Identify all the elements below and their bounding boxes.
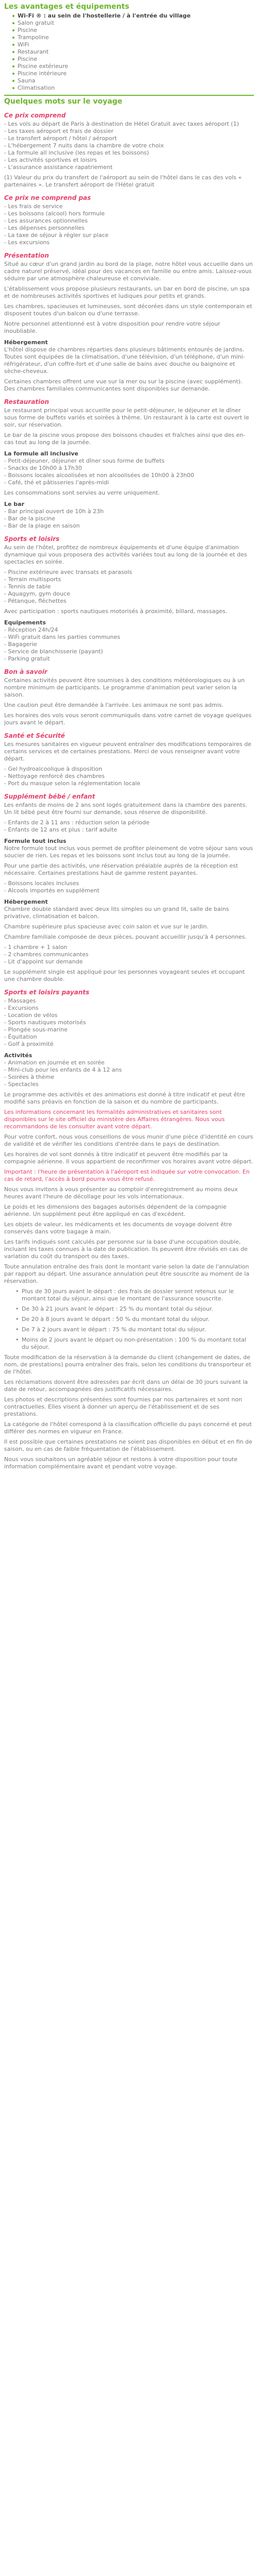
amenity-item: Climatisation: [12, 84, 254, 92]
line-group: [4, 569, 254, 605]
line-item: - Tennis de table: [4, 583, 51, 590]
amenity-item: Sauna: [12, 77, 254, 84]
avantages-title: Les avantages et équipements: [4, 3, 130, 11]
paragraph: Les consommations sont servies au verre uniquement.: [4, 489, 160, 496]
line-item: - La taxe de séjour à régler sur place: [4, 232, 109, 239]
paragraph: Nous vous invitons à vous présenter au comptoir d'enregistrement au moins deux heures avant l'heure de décollage pour les vols internationaux.: [4, 1186, 238, 1200]
amenity-item: Salon gratuit: [12, 20, 254, 27]
paragraph: Les mesures sanitaires en vigueur peuvent entraîner des modifications temporaires de certains services et de certaines prestations. Merci de vous renseigner avant votre départ.: [4, 741, 252, 762]
line-item: - Boissons locales incluses: [4, 880, 79, 887]
paragraph: Le programme des activités et des animations est donné à titre indicatif et peut être modifié sans préavis en fonction de la saison et du nombre de participants.: [4, 1091, 245, 1105]
line-item: - WiFi gratuit dans les parties communes: [4, 634, 120, 640]
line-group: [4, 508, 254, 530]
subsection-heading: Supplément bébé / enfant: [4, 793, 95, 800]
line-item: - Les dépenses personnelles: [4, 225, 85, 231]
paragraph: L'hôtel dispose de chambres réparties dans plusieurs bâtiments entourés de jardins. Toutes sont équipées de la climatisation, d'une télévision, d'un téléphone, d'un mini-réfrigérateur, d'un coffre-fort et d'une salle de bains avec douche ou baignoire et sèche-cheveux.: [4, 346, 245, 375]
subsection-heading: Ce prix comprend: [4, 112, 66, 119]
line-group: [4, 457, 254, 486]
line-item: - Parking gratuit: [4, 655, 50, 662]
line-item: - Lit d'appoint sur demande: [4, 958, 83, 965]
line-item: - Snacks de 10h00 à 17h30: [4, 465, 82, 471]
amenity-item: WiFi: [12, 41, 254, 48]
line-item: - Le transfert aéroport / hôtel / aéroport: [4, 135, 117, 142]
line-item: - Boissons locales alcoolisées et non alcoolisées de 10h00 à 23h00: [4, 472, 195, 479]
paragraph: Le poids et les dimensions des bagages autorisés dépendent de la compagnie aérienne. Un supplément peut être appliqué en cas d'excédent.: [4, 1204, 227, 1217]
line-item: - Golf à proximité: [4, 1041, 54, 1047]
line-item: - Les frais de service: [4, 203, 63, 210]
amenity-item: Piscine extérieure: [12, 63, 254, 70]
paragraph: Chambre supérieure plus spacieuse avec coin salon et vue sur le jardin.: [4, 923, 209, 930]
line-item: - Bar de la piscine: [4, 515, 55, 522]
paragraph: Toute annulation entraîne des frais dont le montant varie selon la date de l'annulation par rapport au départ. Une assurance annulation peut être souscrite au moment de la réservation.: [4, 1263, 250, 1284]
highlight-paragraph: Important : l'heure de présentation à l'aéroport est indiquée sur votre convocation. En cas de retard, l'accès à bord pourra vous être refusé.: [4, 1168, 250, 1182]
line-item: - L'assurance assistance rapatriement: [4, 164, 113, 171]
paragraph: Pour une partie des activités, une réservation préalable auprès de la réception est nécessaire. Certaines prestations haut de gamme restent payantes.: [4, 862, 238, 876]
line-group: [4, 819, 254, 834]
content: [4, 111, 254, 1470]
minor-heading: La formule all inclusive: [4, 450, 78, 457]
line-item: - Les activités sportives et loisirs: [4, 157, 97, 163]
line-item: - Réception 24h/24: [4, 626, 58, 633]
line-group: [4, 626, 254, 663]
line-item: - 1 chambre + 1 salon: [4, 944, 68, 951]
minor-heading: Equipements: [4, 619, 46, 626]
line-item: - Piscine extérieure avec transats et parasols: [4, 569, 132, 575]
paragraph: Les objets de valeur, les médicaments et les documents de voyage doivent être conservés dans votre bagage à main.: [4, 1221, 232, 1235]
line-item: - Bagagerie: [4, 641, 37, 648]
amenity-item: Piscine intérieure: [12, 70, 254, 77]
line-group: [4, 997, 254, 1048]
line-item: - Les assurances optionnelles: [4, 217, 88, 224]
paragraph: Il est possible que certaines prestations ne soient pas disponibles en début et en fin de saison, ou en cas de faible fréquentation de l'établissement.: [4, 1438, 252, 1452]
line-item: - Petit-déjeuner, déjeuner et dîner sous forme de buffets: [4, 457, 165, 464]
bullet-item: • De 30 à 21 jours avant le départ : 25 % du montant total du séjour.: [15, 1306, 254, 1313]
amenity-item: Wi-Fi ® : au sein de l'hostellerie / à l'entrée du village: [12, 12, 254, 20]
line-item: - Bar de la plage en saison: [4, 522, 80, 529]
subsection-heading: Bon à savoir: [4, 668, 47, 675]
paragraph: Le supplément single est appliqué pour les personnes voyageant seules et occupant une chambre double.: [4, 969, 245, 982]
section-divider: [4, 95, 254, 96]
paragraph: Les photos et descriptions présentées sont fournies par nos partenaires et sont non contractuelles. Elles visent à donner un aperçu de l'établissement et de ses prestations.: [4, 1396, 243, 1417]
line-item: - Aquagym, gym douce: [4, 590, 70, 597]
bullet-item: • De 7 à 2 jours avant le départ : 75 % du montant total du séjour.: [15, 1326, 254, 1333]
amenity-item: Restaurant: [12, 48, 254, 56]
paragraph: Chambre familiale composée de deux pièces, pouvant accueillir jusqu'à 4 personnes.: [4, 934, 247, 940]
paragraph: Les chambres, spacieuses et lumineuses, sont décorées dans un style contemporain et disposent toutes d'un balcon ou d'une terrasse.: [4, 303, 252, 317]
line-item: - L'hébergement 7 nuits dans la chambre de votre choix: [4, 142, 164, 149]
line-group: [4, 766, 254, 787]
line-item: - Gel hydroalcoolique à disposition: [4, 766, 102, 772]
line-item: - Spectacles: [4, 1081, 39, 1088]
line-group: [4, 203, 254, 246]
line-item: - Bar principal ouvert de 10h à 23h: [4, 508, 104, 515]
line-item: - Animation en journée et en soirée: [4, 1059, 105, 1066]
paragraph: Les réclamations doivent être adressées par écrit dans un délai de 30 jours suivant la date de retour, accompagnées des justificatifs nécessaires.: [4, 1379, 248, 1393]
bullet-item: • De 20 à 8 jours avant le départ : 50 % du montant total du séjour.: [15, 1316, 254, 1323]
minor-heading: Le bar: [4, 501, 25, 507]
paragraph: Les tarifs indiqués sont calculés par personne sur la base d'une occupation double, incluant les taxes connues à la date de publication. Ils peuvent être révisés en cas de variation du coût du transport ou des taxes.: [4, 1239, 248, 1260]
line-item: - Enfants de 12 ans et plus : tarif adulte: [4, 826, 118, 833]
paragraph: Certaines activités peuvent être soumises à des conditions météorologiques ou à un nombre minimum de participants. Le programme d'animation peut varier selon la saison.: [4, 677, 245, 698]
line-item: - Les excursions: [4, 239, 50, 246]
line-item: - Pétanque, fléchettes: [4, 598, 67, 604]
line-item: - Port du masque selon la réglementation locale: [4, 780, 140, 787]
line-item: - Terrain multisports: [4, 576, 61, 583]
paragraph: (1) Valeur du prix du transfert de l'aéroport au sein de l'hôtel dans le cas des vols « partenaires ». Le transfert aéroport de l'Hétel gratuit: [4, 174, 242, 188]
line-item: - Nettoyage renforcé des chambres: [4, 773, 105, 779]
subsection-heading: Ce prix ne comprend pas: [4, 194, 91, 201]
paragraph: Au sein de l'hôtel, profitez de nombreux équipements et d'une équipe d'animation dynamique qui vous proposera des activités variées tout au long de la journée et des spectacles en soirée.: [4, 544, 247, 565]
line-item: - Excursions: [4, 1005, 39, 1011]
line-group: [4, 1059, 254, 1088]
line-group: [4, 121, 254, 171]
subsection-heading: Sports et loisirs: [4, 535, 60, 543]
paragraph: La catégorie de l'hôtel correspond à la classification officielle du pays concerné et peut différer des normes en vigueur en France.: [4, 1421, 252, 1435]
quelques-mots-title: Quelques mots sur le voyage: [4, 97, 123, 106]
subsection-heading: Présentation: [4, 252, 49, 259]
line-group: [4, 944, 254, 965]
paragraph: Le restaurant principal vous accueille pour le petit-déjeuner, le déjeuner et le dîner sous forme de buffets variés et soirées à thème. Un restaurant à la carte est ouvert le soir, sur réservation.: [4, 407, 249, 428]
amenity-item: Trampoline: [12, 34, 254, 41]
line-item: - Sports nautiques motorisés: [4, 1019, 86, 1026]
amenity-item: Piscine: [12, 56, 254, 63]
paragraph: Avec participation : sports nautiques motorisés à proximité, billard, massages.: [4, 608, 228, 615]
line-item: - 2 chambres communicantes: [4, 951, 89, 958]
paragraph: Une caution peut être demandée à l'arrivée. Les animaux ne sont pas admis.: [4, 702, 224, 708]
paragraph: Chambre double standard avec deux lits simples ou un grand lit, salle de bains privative, climatisation et balcon.: [4, 906, 229, 920]
subsection-heading: Sports et loisirs payants: [4, 989, 90, 996]
paragraph: Situé au cœur d'un grand jardin au bord de la plage, notre hôtel vous accueille dans un cadre naturel préservé, idéal pour des vacances en famille ou entre amis. Laissez-vous séduire par une atmosphère chaleureuse et conviviale.: [4, 261, 253, 282]
paragraph: Nous vous souhaitons un agréable séjour et restons à votre disposition pour toute information complémentaire avant et pendant votre voyage.: [4, 1456, 238, 1470]
highlight-paragraph: Les informations concernant les formalités administratives et sanitaires sont disponibles sur le site officiel du ministère des Affaires étrangères. Nous vous recommandons de les consulter avant votre départ.: [4, 1109, 225, 1130]
subsection-heading: Santé et Sécurité: [4, 732, 65, 739]
line-item: - Mini-club pour les enfants de 4 à 12 ans: [4, 1066, 122, 1073]
line-item: - Les vols au départ de Paris à destination de Hétel Gratuit avec taxes aéroport (1): [4, 121, 239, 127]
bullet-list: [4, 1288, 254, 1351]
bullet-item: • Moins de 2 jours avant le départ ou non-présentation : 100 % du montant total du séjour.: [15, 1336, 254, 1351]
paragraph: L'établissement vous propose plusieurs restaurants, un bar en bord de piscine, un spa et de nombreuses activités sportives et ludiques pour petits et grands.: [4, 285, 250, 299]
amenity-item: Piscine: [12, 27, 254, 34]
paragraph: Les horaires des vols vous seront communiqués dans votre carnet de voyage quelques jours avant le départ.: [4, 712, 252, 726]
minor-heading: Activités: [4, 1052, 33, 1059]
paragraph: Les horaires de vol sont donnés à titre indicatif et peuvent être modifiés par la compagnie aérienne. Il vous appartient de reconfirmer vos horaires avant votre départ.: [4, 1151, 253, 1165]
paragraph: Les enfants de moins de 2 ans sont logés gratuitement dans la chambre des parents. Un lit bébé peut être fourni sur demande, sous réserve de disponibilité.: [4, 802, 247, 816]
paragraph: Pour votre confort, nous vous conseillons de vous munir d'une pièce d'identité en cours de validité et de vérifier les conditions d'entrée dans le pays de destination.: [4, 1133, 253, 1147]
paragraph: Toute modification de la réservation à la demande du client (changement de dates, de nom, de prestations) pourra entraîner des frais, selon les conditions du transporteur et de l'hôtel.: [4, 1354, 251, 1375]
line-item: - Location de vélos: [4, 1012, 58, 1019]
paragraph: Notre formule tout inclus vous permet de profiter pleinement de votre séjour sans vous soucier de rien. Les repas et les boissons sont inclus tout au long de la journée.: [4, 845, 253, 859]
subsection-heading: Restauration: [4, 398, 49, 405]
line-group: [4, 880, 254, 894]
minor-heading: Hébergement: [4, 899, 48, 905]
line-item: - Soirées à thème: [4, 1074, 55, 1080]
paragraph: Le bar de la piscine vous propose des boissons chaudes et fraîches ainsi que des en-cas tout au long de la journée.: [4, 432, 246, 446]
paragraph: Notre personnel attentionné est à votre disposition pour rendre votre séjour inoubliable.: [4, 320, 220, 334]
line-item: - Équitation: [4, 1033, 37, 1040]
minor-heading: Formule tout inclus: [4, 838, 67, 844]
line-item: - Alcools importés en supplément: [4, 887, 100, 894]
line-item: - La formule all inclusive (les repas et les boissons): [4, 149, 149, 156]
line-item: - Les boissons (alcool) hors formule: [4, 210, 105, 217]
minor-heading: Hébergement: [4, 339, 48, 346]
line-item: - Service de blanchisserie (payant): [4, 648, 103, 655]
line-item: - Massages: [4, 997, 36, 1004]
avantages-list: [4, 12, 254, 92]
line-item: - Café, thé et pâtisseries l'après-midi: [4, 479, 109, 486]
bullet-item: • Plus de 30 jours avant le départ : des frais de dossier seront retenus sur le montant total du séjour, ainsi que le montant de l'assurance souscrite.: [15, 1288, 254, 1302]
line-item: - Les taxes aéroport et frais de dossier: [4, 128, 114, 134]
paragraph: Certaines chambres offrent une vue sur la mer ou sur la piscine (avec supplément). Des chambres familiales communicantes sont disponibles sur demande.: [4, 378, 243, 392]
line-item: - Enfants de 2 à 11 ans : réduction selon la période: [4, 819, 150, 826]
line-item: - Plongée sous-marine: [4, 1026, 68, 1033]
